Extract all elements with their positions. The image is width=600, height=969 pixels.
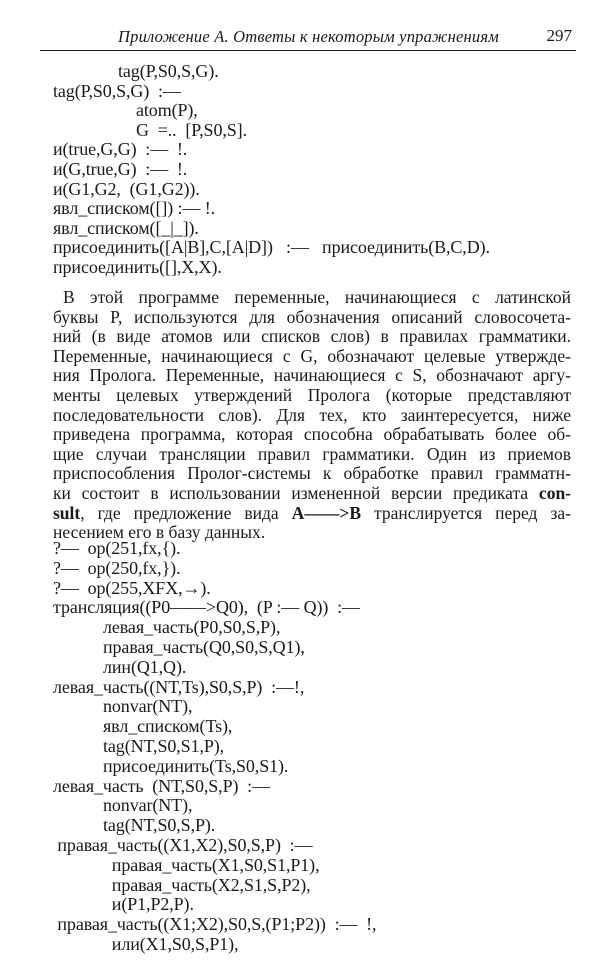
code-line: nonvar(NT), <box>103 696 193 717</box>
code-line: левая_часть((NT,Ts),S0,S,P) :—!, <box>53 676 305 697</box>
code-line: ?— op(251,fx,{). <box>53 538 181 558</box>
code-line: и(G1,G2, (G1,G2)). <box>53 178 200 199</box>
code-line: правая_часть((X1,X2),S0,S,P) :— <box>53 835 313 855</box>
code-line: присоединить(Ts,S0,S1). <box>103 755 289 776</box>
bold-term: con- <box>538 483 571 503</box>
paragraph-line <box>53 424 571 444</box>
paragraph-line <box>53 483 571 503</box>
text-segment: последовательности слов). Для тех, кто заинтересуется, ниже <box>53 404 571 425</box>
paragraph-line <box>53 503 571 523</box>
text-segment: ний (в виде атомов или списков слов) в правилах грамматики. <box>53 326 571 347</box>
running-title: Приложение А. Ответы к некоторым упражнениям <box>118 27 499 46</box>
code-line: nonvar(NT), <box>103 795 193 816</box>
bold-term: A——>B <box>291 502 361 523</box>
code-line: tag(NT,S0,S,P). <box>103 815 216 836</box>
code-line: присоединить([],X,X). <box>53 257 222 277</box>
code-line: явл_списком([_|_]). <box>53 217 199 238</box>
text-segment: менты целевых утверждений Пролога (которые представляют <box>53 385 571 405</box>
paragraph-line <box>53 307 571 327</box>
text-segment: несением его в базу данных. <box>53 522 266 543</box>
text-segment: Переменные, начинающиеся с G, обозначают целевые утвержде- <box>53 345 571 366</box>
code-line: правая_часть(Q0,S0,S,Q1), <box>103 637 305 657</box>
code-line: ?— op(250,fx,}). <box>53 557 181 578</box>
paragraph-line <box>53 365 571 385</box>
text-segment: ки состоит в использовании измененной версии предиката <box>53 483 539 503</box>
code-line: и(G,true,G) :— !. <box>53 159 188 179</box>
text-segment: В этой программе переменные, начинающиеся с латинской <box>63 287 571 307</box>
text-segment: щие случаи трансляции правил грамматики. Один из приемов <box>53 443 571 464</box>
code-line: tag(NT,S0,S1,P), <box>103 736 225 756</box>
text-segment: ния Пролога. Переменные, начинающиеся с S, обозначают аргу- <box>53 365 571 386</box>
code-line: лин(Q1,Q). <box>103 656 187 677</box>
code-line: явл_списком(Ts), <box>103 716 233 737</box>
text-segment: приведена программа, которая способна обрабатывать более об- <box>53 424 571 445</box>
code-line: присоединить([A|B],C,[A|D]) :— присоединить(B,C,D). <box>53 237 490 258</box>
code-line: tag(P,S0,S,G). <box>118 61 219 81</box>
code-line: tag(P,S0,S,G) :— <box>53 80 181 101</box>
page-header <box>40 22 576 51</box>
code-line: и(P1,P2,P). <box>103 894 194 915</box>
bold-term: sult <box>53 502 81 523</box>
paragraph-line <box>53 385 571 405</box>
paragraph-line <box>53 444 571 464</box>
code-line: явл_списком([]) :— !. <box>53 198 216 219</box>
code-line: трансляция((P0——>Q0), (P :— Q)) :— <box>53 597 360 618</box>
paragraph-line <box>53 463 571 483</box>
paragraph-line <box>53 346 571 366</box>
code-line: правая_часть(X2,S1,S,P2), <box>103 874 311 895</box>
paragraph-line <box>53 326 571 346</box>
paragraph-line <box>53 405 571 425</box>
page-number: 297 <box>546 26 572 45</box>
text-segment: , где предложение вида <box>80 502 292 523</box>
code-line: левая_часть(P0,S0,S,P), <box>103 617 281 638</box>
code-line: или(X1,S0,S,P1), <box>103 934 239 954</box>
code-line: правая_часть((X1;X2),S0,S,(P1;P2)) :— !, <box>53 914 377 935</box>
code-line: G =.. [P,S0,S]. <box>136 119 247 140</box>
code-line: ?— op(255,XFX,→). <box>53 577 211 598</box>
paragraph-line <box>63 287 571 307</box>
code-line: левая_часть (NT,S0,S,P) :— <box>53 775 270 796</box>
code-line: правая_часть(X1,S0,S1,P1), <box>103 854 320 875</box>
code-line: atom(P), <box>136 100 198 121</box>
text-segment: буквы P, используются для обозначения описаний словосочета- <box>53 306 571 327</box>
text-segment: приспособления Пролог-системы к обработке правил грамматн- <box>53 463 571 484</box>
text-segment: транслируется перед за- <box>361 502 571 523</box>
code-line: и(true,G,G) :— !. <box>53 139 188 160</box>
